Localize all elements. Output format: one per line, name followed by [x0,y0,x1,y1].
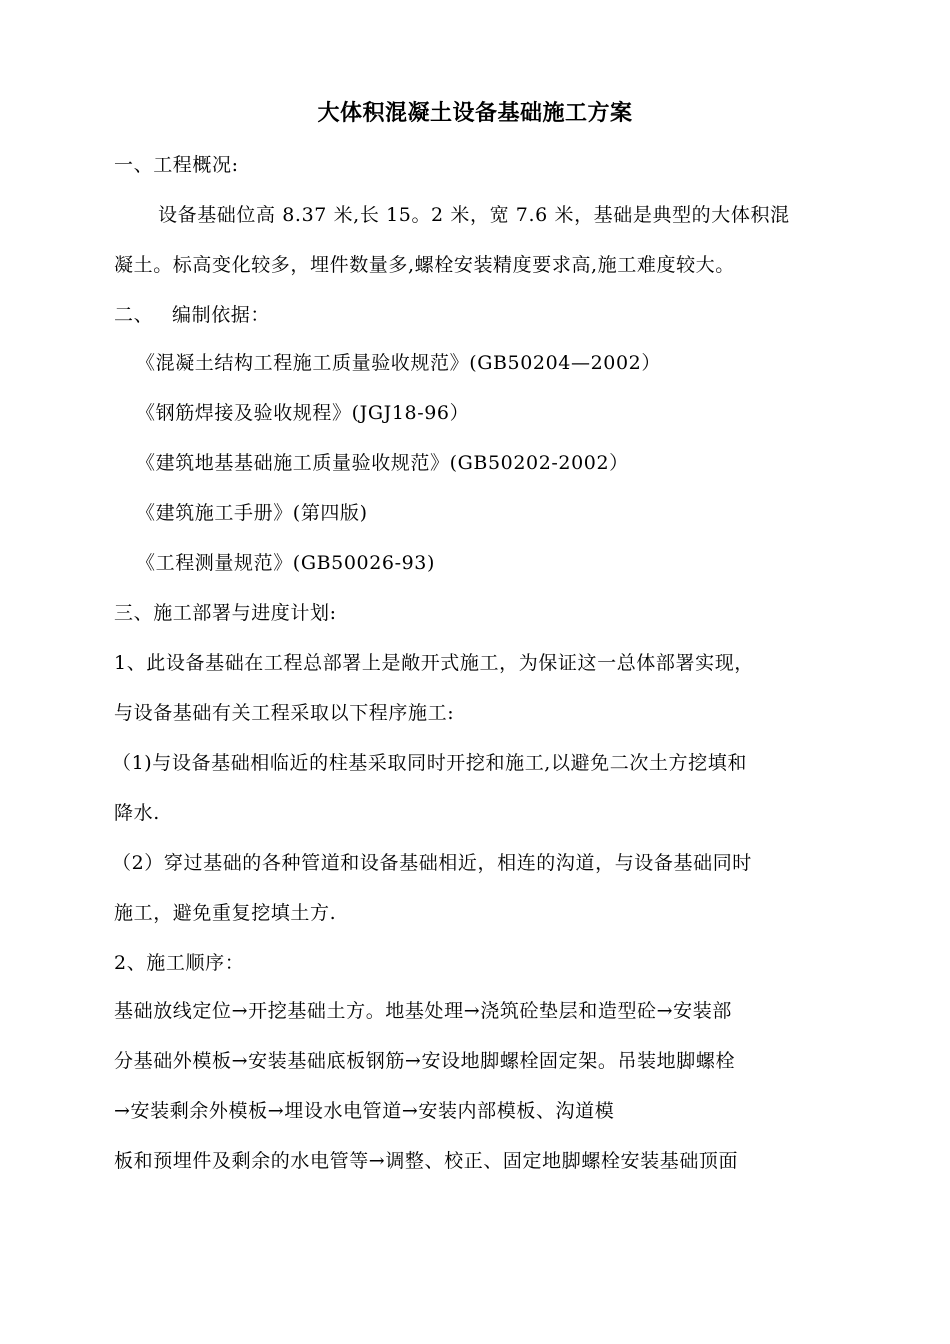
construction-sequence-line-2: 分基础外模板→安装基础底板钢筋→安设地脚螺栓固定架。吊装地脚螺栓 [114,1050,736,1072]
section-3-item-1-line-2: 降水. [114,802,160,824]
section-1-paragraph-line-2: 凝土。标高变化较多，埋件数量多,螺栓安装精度要求高,施工难度较大。 [114,254,735,276]
reference-item: 《建筑施工手册》(第四版) [136,502,368,524]
section-3-item-2-line-2: 施工，避免重复挖填土方. [114,902,337,924]
section-2-number: 二、 [114,304,154,326]
section-3-item-2-line-1: （2）穿过基础的各种管道和设备基础相近，相连的沟道，与设备基础同时 [112,852,752,874]
reference-item: 《钢筋焊接及验收规程》(JGJ18-96） [136,402,470,424]
section-3-paragraph-1-line-2: 与设备基础有关工程采取以下程序施工: [114,702,455,724]
construction-sequence-line-4: 板和预埋件及剩余的水电管等→调整、校正、固定地脚螺栓安装基础顶面 [114,1150,739,1172]
section-1-heading: 一、工程概况: [114,154,239,176]
section-1-paragraph-line-1: 设备基础位高 8.37 米,长 15。2 米，宽 7.6 米，基础是典型的大体积混 [158,204,790,226]
section-3-paragraph-1-line-1: 1、此设备基础在工程总部署上是敞开式施工，为保证这一总体部署实现， [114,652,754,674]
section-2-heading: 编制依据： [172,304,271,326]
document-title: 大体积混凝土设备基础施工方案 [317,100,633,126]
reference-item: 《工程测量规范》(GB50026-93) [136,552,436,574]
construction-sequence-line-3: →安装剩余外模板→埋设水电管道→安装内部模板、沟道模 [114,1100,615,1122]
construction-sequence-line-1: 基础放线定位→开挖基础土方。地基处理→浇筑砼垫层和造型砼→安装部 [114,1000,732,1022]
reference-item: 《混凝土结构工程施工质量验收规范》(GB50204—2002） [136,352,661,374]
section-3-item-1-line-1: （1)与设备基础相临近的柱基采取同时开挖和施工,以避免二次土方挖填和 [112,752,747,774]
section-3-heading: 三、施工部署与进度计划: [114,602,337,624]
reference-item: 《建筑地基基础施工质量验收规范》(GB50202-2002） [136,452,629,474]
section-3-paragraph-2-heading: 2、施工顺序： [114,952,245,974]
